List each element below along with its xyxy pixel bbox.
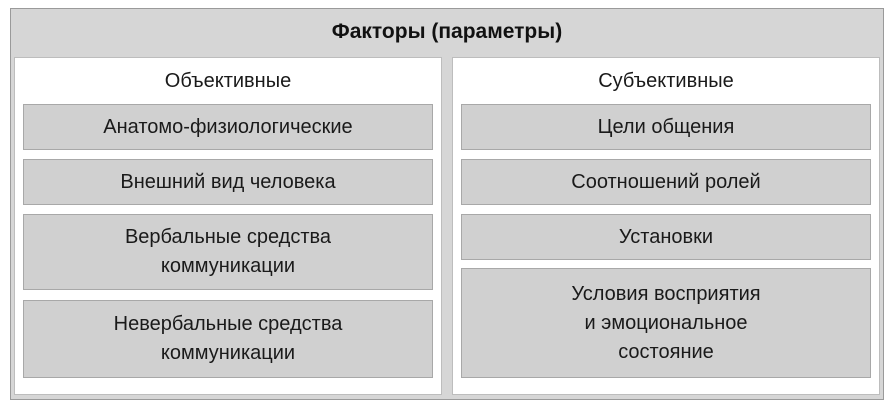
- column-header-objective: Объективные: [164, 70, 292, 92]
- factor-role-relations: Соотношений ролей: [461, 159, 871, 205]
- factor-anatomo-physiological: Анатомо-физиологические: [23, 104, 433, 150]
- factors-table: [10, 8, 884, 400]
- factor-attitudes: Установки: [461, 214, 871, 260]
- factor-appearance: Внешний вид человека: [23, 159, 433, 205]
- column-header-subjective: Субъективные: [598, 70, 734, 92]
- factor-perception-conditions: Условия восприятия и эмоциональное состояние: [461, 268, 871, 378]
- factor-verbal-means: Вербальные средства коммуникации: [23, 214, 433, 290]
- factor-communication-goals: Цели общения: [461, 104, 871, 150]
- factor-nonverbal-means: Невербальные средства коммуникации: [23, 300, 433, 378]
- subjective-column: [452, 57, 880, 395]
- table-title: Факторы (параметры): [331, 20, 563, 43]
- objective-column: [14, 57, 442, 395]
